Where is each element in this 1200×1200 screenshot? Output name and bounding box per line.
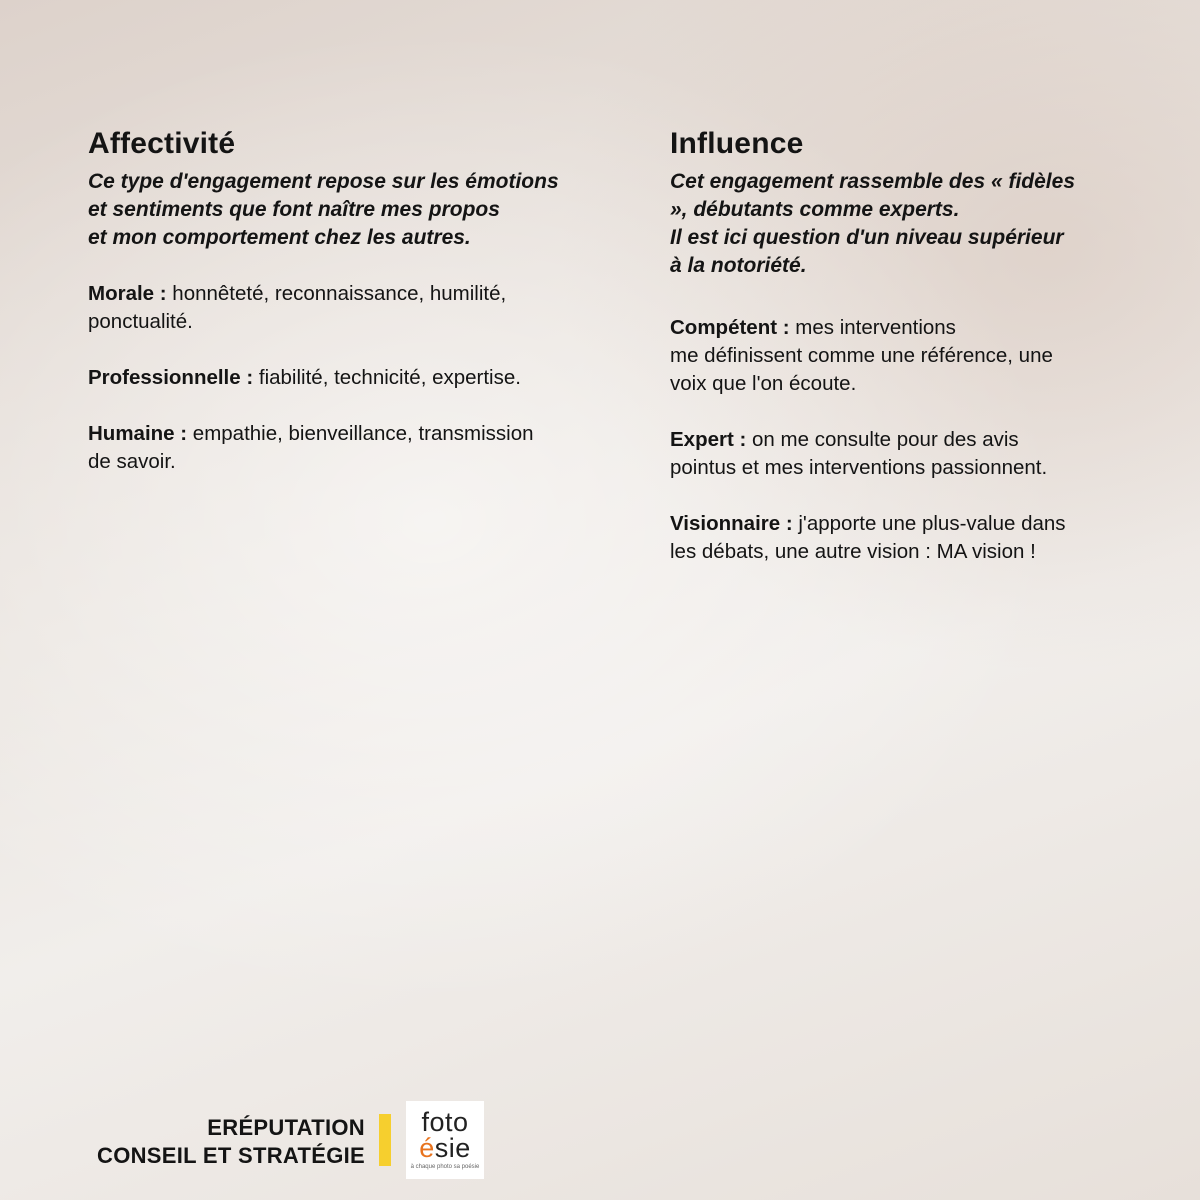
intro-line: Cet engagement rassemble des « fidèles [670, 170, 1075, 193]
item-text: voix que l'on écoute. [670, 372, 857, 395]
item-professionnelle [88, 364, 618, 392]
affectivite-column [88, 124, 618, 476]
intro-line: Il est ici question d'un niveau supérieur [670, 226, 1064, 249]
intro-line: et mon comportement chez les autres. [88, 226, 471, 249]
accent-bar [379, 1114, 391, 1166]
affectivite-heading: Affectivité [88, 127, 236, 160]
logo-accent-letter: é [419, 1133, 435, 1163]
item-text: de savoir. [88, 450, 176, 473]
item-text: honnêteté, reconnaissance, humilité, [166, 282, 507, 305]
logo-line-2-rest: sie [434, 1133, 471, 1163]
item-expert [670, 426, 1120, 482]
item-text: j'apporte une plus-value dans [792, 512, 1066, 535]
item-term: Compétent : [670, 316, 790, 339]
item-term: Professionnelle : [88, 366, 254, 389]
item-text: me définissent comme une référence, une [670, 344, 1053, 367]
influence-intro [670, 168, 1120, 280]
item-term: Morale : [88, 282, 167, 305]
intro-line: », débutants comme experts. [670, 198, 960, 221]
item-text: les débats, une autre vision : MA vision ! [670, 540, 1036, 563]
fotoesie-logo [406, 1101, 484, 1179]
logo-line-1: foto [421, 1107, 469, 1137]
item-visionnaire [670, 510, 1120, 566]
item-humaine [88, 420, 618, 476]
intro-line: Ce type d'engagement repose sur les émotions [88, 170, 559, 193]
influence-column [670, 124, 1120, 566]
affectivite-items [88, 280, 618, 476]
logo-tagline: à chaque photo sa poésie [410, 1164, 480, 1170]
logo-line-2 [406, 1135, 484, 1161]
item-text: fiabilité, technicité, expertise. [253, 366, 521, 389]
intro-line: à la notoriété. [670, 254, 807, 277]
influence-items [670, 314, 1120, 566]
influence-heading: Influence [670, 127, 804, 160]
item-text: ponctualité. [88, 310, 193, 333]
item-text: empathie, bienveillance, transmission [187, 422, 534, 445]
brand-line-2: CONSEIL ET STRATÉGIE [97, 1143, 365, 1168]
intro-line: et sentiments que font naître mes propos [88, 198, 500, 221]
item-text: pointus et mes interventions passionnent. [670, 456, 1048, 479]
brand-footer [97, 1114, 365, 1170]
item-term: Expert : [670, 428, 747, 451]
item-term: Humaine : [88, 422, 188, 445]
item-competent [670, 314, 1120, 398]
item-text: on me consulte pour des avis [746, 428, 1019, 451]
item-morale [88, 280, 618, 336]
item-term: Visionnaire : [670, 512, 793, 535]
brand-line-1: ERÉPUTATION [207, 1115, 365, 1140]
affectivite-intro [88, 168, 618, 252]
item-text: mes interventions [789, 316, 956, 339]
